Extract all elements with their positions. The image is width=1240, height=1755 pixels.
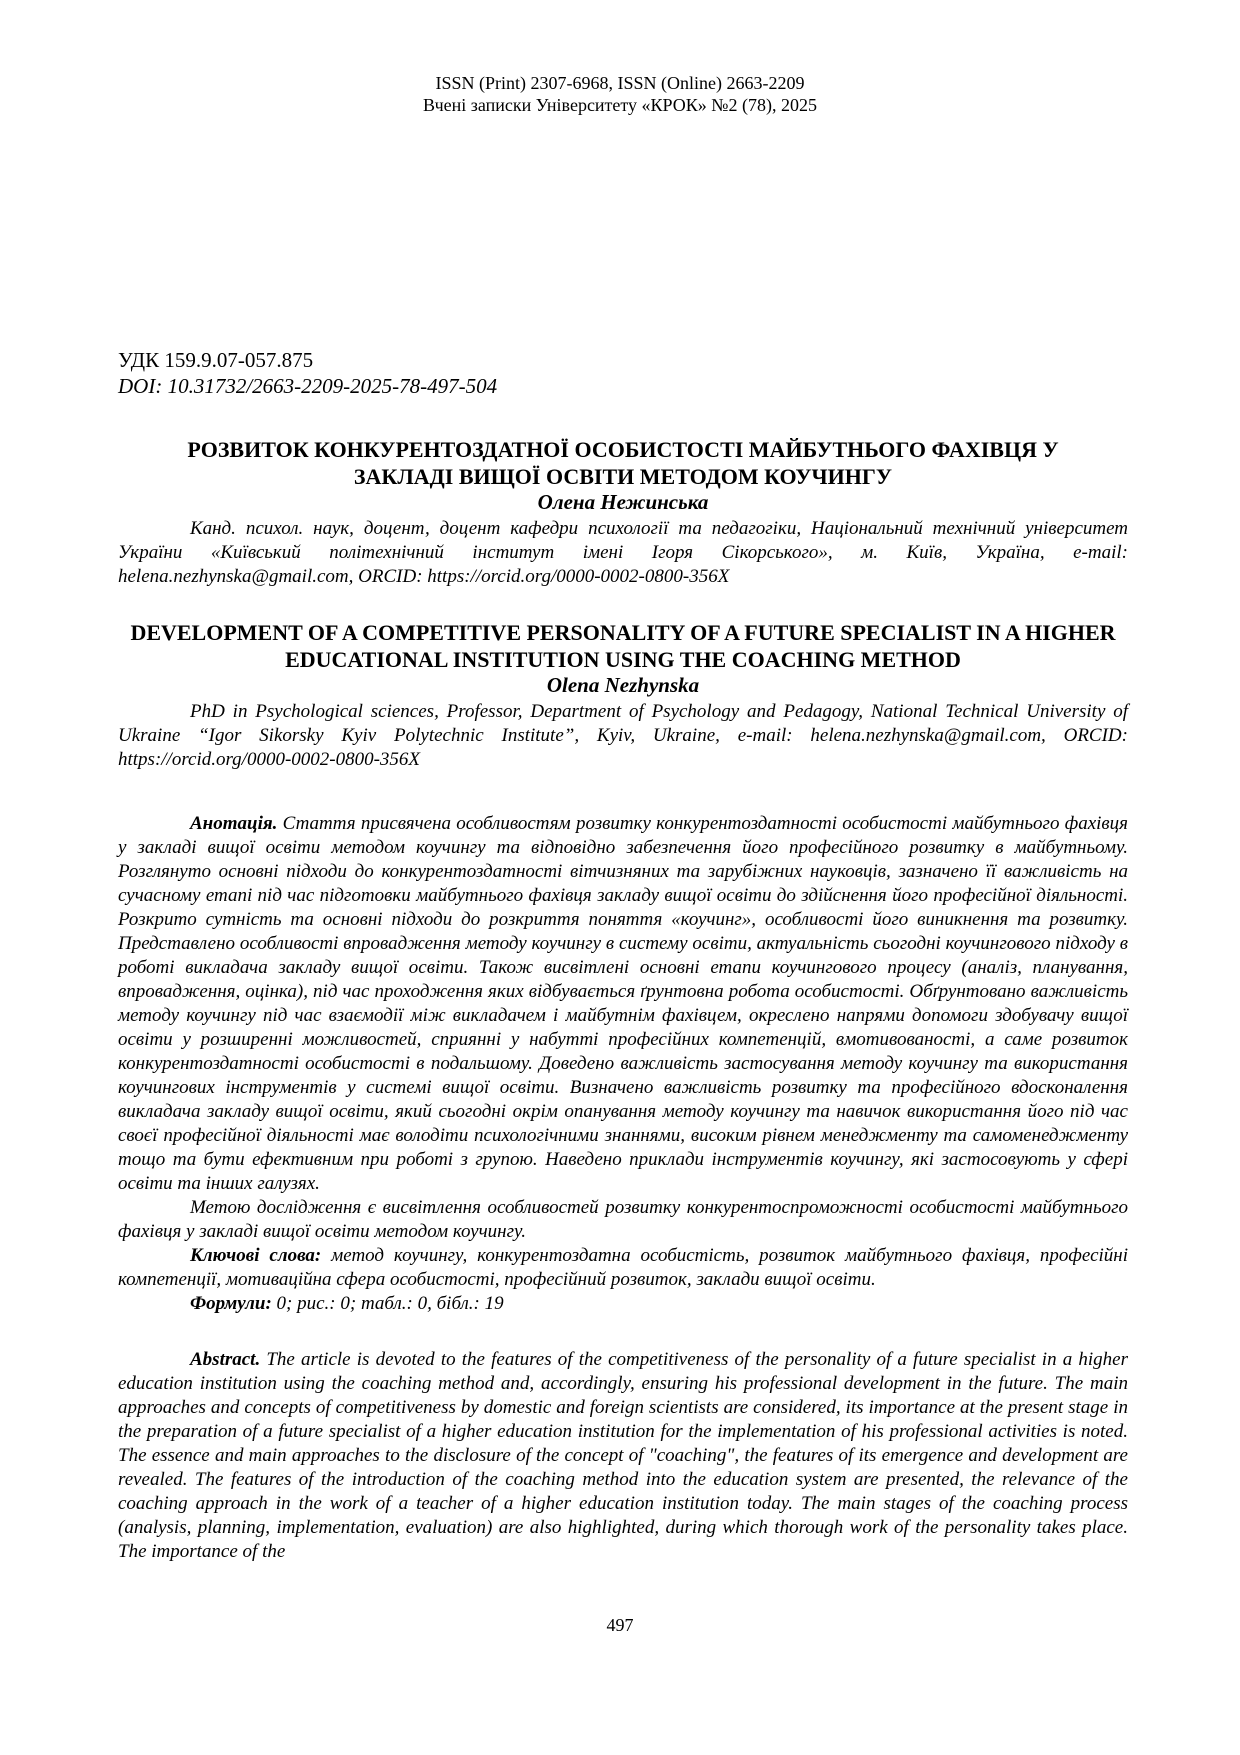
article-title-english: DEVELOPMENT OF A COMPETITIVE PERSONALITY OF A FUTURE SPECIALIST IN A HIGHER EDUCATIONAL INSTITUTION USING THE COACHING METHOD xyxy=(130,620,1116,672)
running-header xyxy=(0,72,1240,116)
page-number: 497 xyxy=(606,1615,634,1635)
author-affiliation-english: PhD in Psychological sciences, Professor, Department of Psychology and Pedagogy, National Technical University of Ukraine “Igor Sikorsky Kyiv Polytechnic Institute”, Kyiv, Ukraine, e-mail: helena.nezhynska@gmail.com, ORCID: https://orcid.org/0000-0002-0800-356X xyxy=(118,701,1128,770)
article-body xyxy=(118,436,1128,1564)
research-purpose: Метою дослідження є висвітлення особливостей розвитку конкурентоспроможності особистості майбутнього фахівця у закладі вищої освіти методом коучингу. xyxy=(118,1197,1128,1242)
abstract-paragraph-english xyxy=(118,1348,1128,1564)
formulas-paragraph xyxy=(118,1292,1128,1316)
doi-link[interactable]: DOI: 10.31732/2663-2209-2025-78-497-504 xyxy=(118,374,498,398)
formulas-text: 0; рис.: 0; табл.: 0, бібл.: 19 xyxy=(276,1293,504,1314)
abstract-text: The article is devoted to the features of the competitiveness of the personality of a future specialist in a higher education institution using the coaching method and, accordingly, ensuring his professional development in the future. The main approaches and concepts of competitiveness by domestic and foreign scientists are considered, its importance at the present stage in the preparation of a future specialist of a higher education institution for the implementation of his professional activities is noted. The essence and main approaches to the disclosure of the concept of "coaching", the features of its emergence and development are revealed. The features of the introduction of the coaching method into the education system are presented, the relevance of the coaching approach in the work of a teacher of a higher education institution today. The main stages of the coaching process (analysis, planning, implementation, evaluation) are also highlighted, during which thorough work of the personality takes place. The importance of the xyxy=(118,1349,1128,1562)
spacer xyxy=(118,772,1128,812)
author-affiliation-ukrainian: Канд. психол. наук, доцент, доцент кафедри психології та педагогіки, Національний технічний університет України «Київський політехнічний інститут імені Ігоря Сікорського», м. Київ, Україна, e-mail: helena.nezhynska@gmail.com, ORCID: https://orcid.org/0000-0002-0800-356X xyxy=(118,518,1128,587)
spacer xyxy=(118,589,1128,619)
keywords-paragraph xyxy=(118,1244,1128,1292)
identifier-block xyxy=(118,347,1128,399)
formulas-label: Формули: xyxy=(190,1293,272,1314)
journal-line: Вчені записки Університету «КРОК» №2 (78), 2025 xyxy=(423,95,817,115)
udc-code: УДК 159.9.07-057.875 xyxy=(118,348,314,372)
abstract-label: Abstract. xyxy=(190,1349,261,1370)
anotatsiia-text: Стаття присвячена особливостям розвитку конкурентоздатності особистості майбутнього фахівця у закладі вищої освіти методом коучингу та відповідно забезпечення його професійного розвитку в майбутньому. Розглянуто основні підходи до конкурентоздатності вітчизняних та зарубіжних науковців, зазначено її важливість на сучасному етапі під час підготовки майбутнього фахівця закладу вищої освіти до здійснення його професійної діяльності. Розкрито сутність та основні підходи до розкриття поняття «коучинг», особливості його виникнення та розвитку. Представлено особливості впровадження методу коучингу в систему освіти, актуальність сьогодні коучингового підходу в роботі викладача закладу вищої освіти. Також висвітлені основні етапи коучингового процесу (аналіз, планування, впровадження, оцінка), під час проходження яких відбувається ґрунтовна робота особистості. Обґрунтовано важливість методу коучингу під час взаємодії між викладачем і майбутнім фахівцем, окреслено напрями допомоги здобувачу вищої освіти у розширенні можливостей, сприянні у набутті професійних компетенцій, вмотивованості, а саме розвиток конкурентоздатності особистості в подальшому. Доведено важливість застосування методу коучингу та використання коучингових інструментів у системі вищої освіти. Визначено важливість розвитку та професійного вдосконалення викладача закладу вищої освіти, який сьогодні окрім опанування методу коучингу та навичок використання його під час своєї професійної діяльності має володіти психологічними знаннями, високим рівнем менеджменту та самоменеджменту тощо та бути ефективним при роботі з групою. Наведено приклади інструментів коучингу, які застосовують у сфері освіти та інших галузях. xyxy=(118,813,1128,1194)
keywords-text: метод коучингу, конкурентоздатна особистість, розвиток майбутнього фахівця, професійні компетенції, мотиваційна сфера особистості, професійний розвиток, заклади вищої освіти. xyxy=(118,1245,1128,1290)
anotatsiia-label: Анотація. xyxy=(190,813,278,834)
spacer xyxy=(118,1316,1128,1348)
anotatsiia-paragraph xyxy=(118,812,1128,1196)
keywords-label: Ключові слова: xyxy=(190,1245,322,1266)
author-name-ukrainian: Олена Нежинська xyxy=(537,490,709,514)
author-name-english: Olena Nezhynska xyxy=(546,673,700,697)
issn-line: ISSN (Print) 2307-6968, ISSN (Online) 2663-2209 xyxy=(435,73,805,93)
article-title-ukrainian: РОЗВИТОК КОНКУРЕНТОЗДАТНОЇ ОСОБИСТОСТІ МАЙБУТНЬОГО ФАХІВЦЯ У ЗАКЛАДІ ВИЩОЇ ОСВІТИ МЕТОДОМ КОУЧИНГУ xyxy=(187,437,1059,489)
